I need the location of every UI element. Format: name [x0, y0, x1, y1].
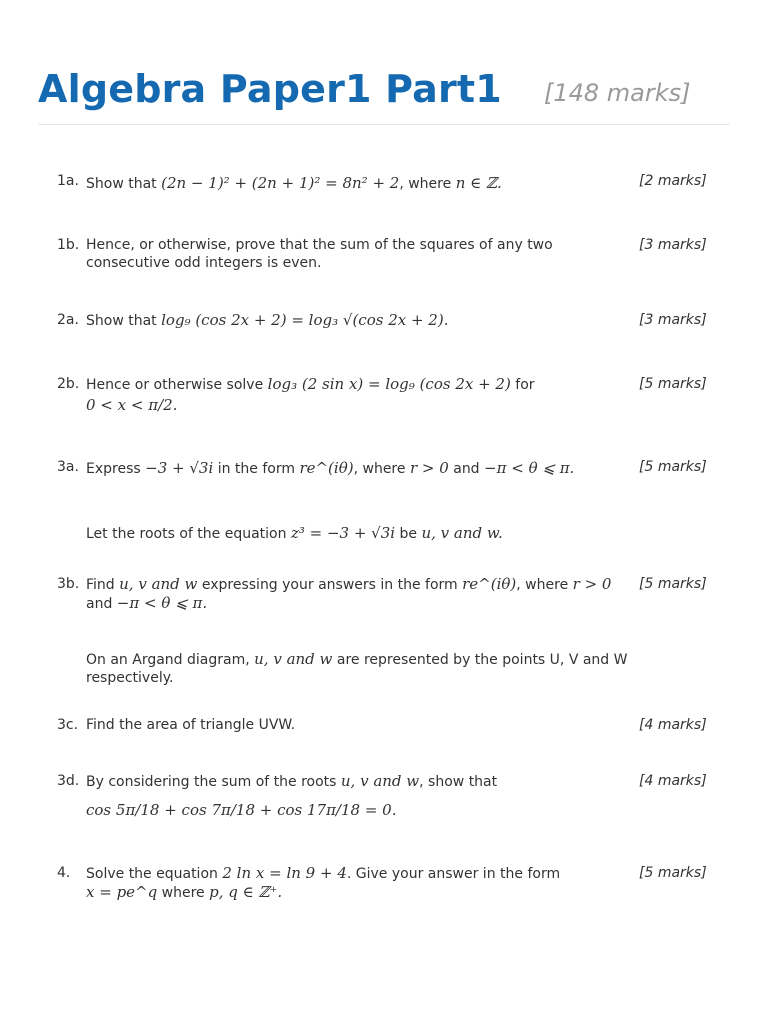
- question-number: 3a.: [57, 459, 79, 475]
- roots: u, v and w: [119, 575, 198, 593]
- text-pre: By considering the sum of the roots: [86, 774, 337, 790]
- interval: 0 < x < π/2.: [86, 396, 178, 414]
- equation: log₃ (2 sin x) = log₉ (cos 2x + 2): [267, 375, 511, 393]
- text-post: , where: [516, 577, 569, 593]
- cosine-identity: cos 5π/18 + cos 7π/18 + cos 17π/18 = 0.: [86, 801, 397, 819]
- condition-theta: −π < θ ⩽ π.: [116, 594, 208, 612]
- question-number: 2b.: [57, 376, 80, 392]
- roots: u, v and w: [254, 650, 333, 668]
- question-marks: [5 marks]: [639, 376, 707, 392]
- equation: 2 ln x = ln 9 + 4: [222, 864, 347, 882]
- text-and: and: [453, 461, 480, 477]
- text-post: , show that: [419, 774, 498, 790]
- text-pre: Show that: [86, 313, 157, 329]
- question-text: [86, 236, 626, 272]
- polar-form: re^(iθ): [299, 459, 354, 477]
- polar-form: re^(iθ): [462, 575, 517, 593]
- question-marks: [4 marks]: [639, 773, 707, 789]
- text-post: for: [515, 377, 535, 393]
- condition: p, q ∈ ℤ⁺.: [209, 883, 283, 901]
- question-number: 1b.: [57, 237, 80, 253]
- condition-theta: −π < θ ⩽ π.: [484, 459, 575, 477]
- text-post: . Give your answer in the form: [346, 866, 561, 882]
- question-number: 1a.: [57, 173, 79, 189]
- text-pre: Solve the equation: [86, 866, 218, 882]
- question-marks: [3 marks]: [639, 312, 707, 328]
- text-line-1: Hence, or otherwise, prove that the sum of the squares of any two: [86, 237, 553, 253]
- roots: u, v and w: [340, 772, 420, 790]
- equation: (2n − 1)² + (2n + 1)² = 8n² + 2: [161, 174, 400, 192]
- text-post: be: [399, 526, 418, 542]
- total-marks: [148 marks]: [544, 79, 691, 107]
- question-number: 3d.: [57, 773, 80, 789]
- page-header: [38, 66, 730, 125]
- text-line-2: respectively.: [86, 670, 174, 686]
- question-number: 4.: [57, 865, 71, 881]
- equation: log₉ (cos 2x + 2) = log₃ √(cos 2x + 2).: [161, 311, 449, 329]
- question-number: 2a.: [57, 312, 79, 328]
- context-note-roots: [86, 524, 686, 543]
- condition-r: r > 0: [409, 459, 449, 477]
- text-pre: Find: [86, 577, 115, 593]
- text-pre: Let the roots of the equation: [86, 526, 287, 542]
- condition-r: r > 0: [572, 575, 612, 593]
- text-and: and: [86, 596, 113, 612]
- text-mid: in the form: [217, 461, 295, 477]
- question-marks: [5 marks]: [639, 576, 707, 592]
- text-mid: where: [161, 885, 205, 901]
- roots: u, v and w.: [421, 524, 503, 542]
- text-post: , where: [399, 176, 452, 192]
- text-mid: expressing your answers in the form: [201, 577, 458, 593]
- question-marks: [5 marks]: [639, 865, 707, 881]
- complex-number: −3 + √3i: [145, 459, 214, 477]
- text-post: , where: [353, 461, 406, 477]
- question-text: [86, 459, 626, 478]
- question-text: [86, 575, 626, 613]
- question-text: [86, 174, 626, 193]
- context-note-argand: [86, 650, 686, 687]
- text-pre: Hence or otherwise solve: [86, 377, 264, 393]
- question-text: [86, 772, 626, 820]
- question-number: 3b.: [57, 576, 80, 592]
- condition: n ∈ ℤ.: [455, 174, 502, 192]
- question-text: Find the area of triangle UVW.: [86, 717, 296, 733]
- question-marks: [2 marks]: [639, 173, 707, 189]
- text-line-2: consecutive odd integers is even.: [86, 255, 322, 271]
- question-number: 3c.: [57, 717, 79, 733]
- page-title: Algebra Paper1 Part1: [38, 67, 502, 111]
- question-text: [86, 864, 626, 902]
- question-marks: [4 marks]: [639, 717, 707, 733]
- question-marks: [3 marks]: [639, 237, 707, 253]
- answer-form: x = pe^q: [86, 883, 158, 901]
- text-pre: On an Argand diagram,: [86, 652, 250, 668]
- text-pre: Show that: [86, 176, 157, 192]
- text-pre: Express: [86, 461, 141, 477]
- question-marks: [5 marks]: [639, 459, 707, 475]
- text-post: are represented by the points U, V and W: [336, 652, 628, 668]
- equation: z³ = −3 + √3i: [290, 524, 396, 542]
- question-text: [86, 311, 626, 330]
- question-text: [86, 375, 626, 415]
